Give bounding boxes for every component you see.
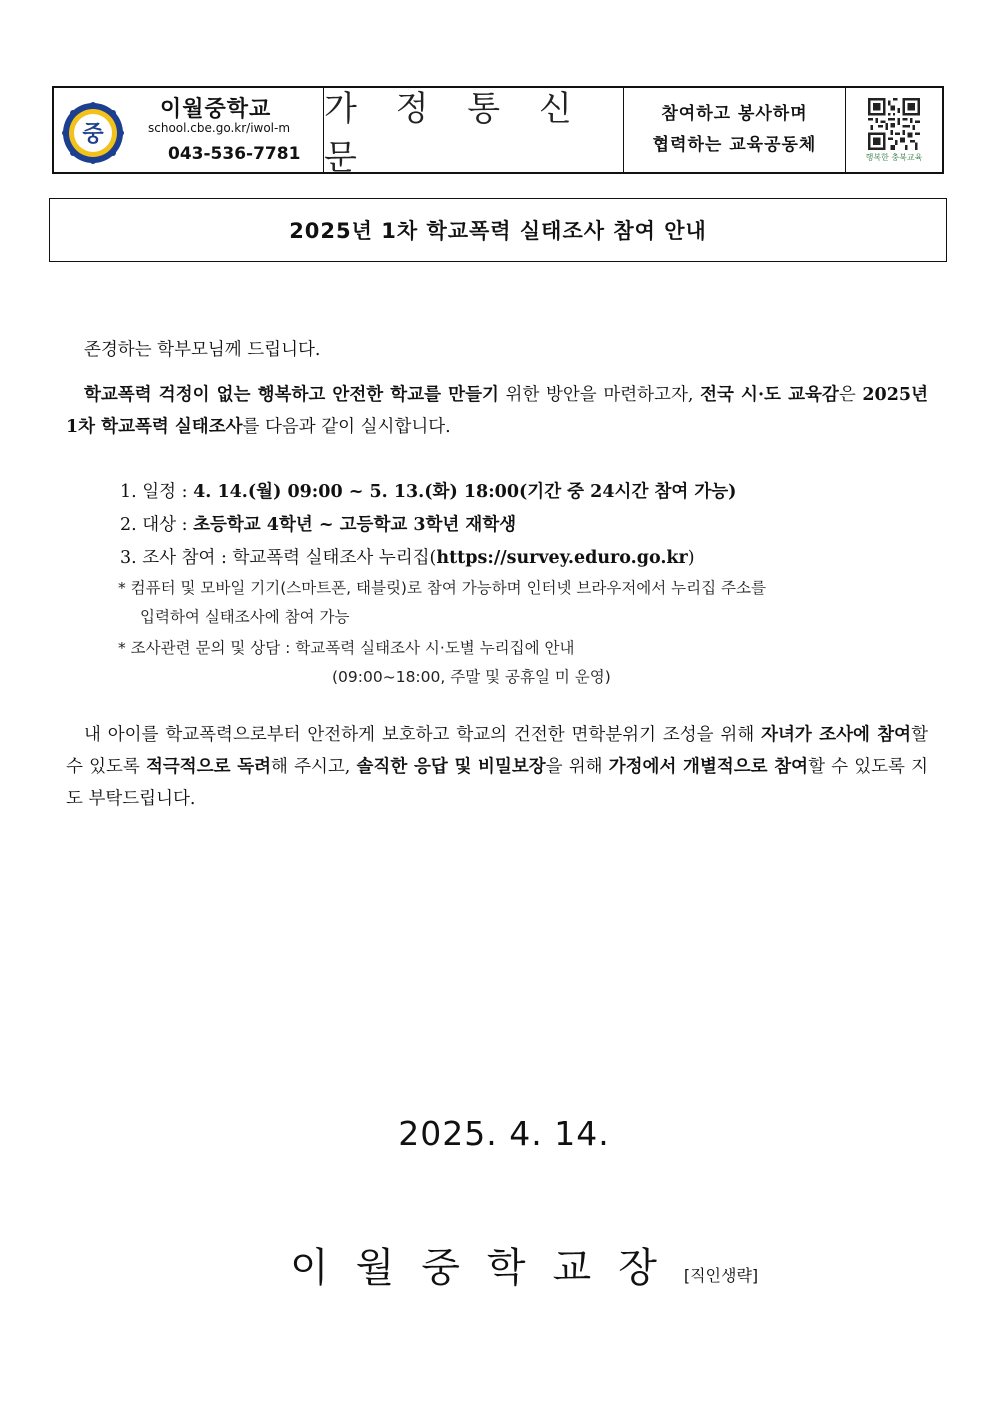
list-item-target	[120, 509, 736, 542]
intro-bold-2: 전국 시·도 교육감	[700, 385, 839, 405]
document-title: 2025년 1차 학교폭력 실태조사 참여 안내	[49, 198, 947, 262]
list-value: 4. 14.(월) 09:00 ~ 5. 13.(화) 18:00(기간 중 24시간 참여 가능)	[193, 482, 737, 502]
slogan-line-1: 참여하고 봉사하며	[661, 104, 808, 124]
school-name: 이월중학교	[160, 97, 272, 122]
note-1-line-1: * 컴퓨터 및 모바일 기기(스마트폰, 태블릿)로 참여 가능하며 인터넷 브라우저에서 누리집 주소를	[118, 579, 766, 597]
qr-caption: 행복한 충북교육	[865, 152, 923, 162]
greeting: 존경하는 학부모님께 드립니다.	[84, 340, 321, 360]
list-value: 초등학교 4학년 ~ 고등학교 3학년 재학생	[193, 515, 517, 535]
intro-bold-3: 2025년 1차 학교폭력 실태조사	[66, 385, 928, 437]
request-bold-1: 자녀가 조사에 참여	[761, 725, 912, 745]
survey-url-link[interactable]: https://survey.eduro.go.kr	[436, 548, 688, 568]
signature-text: 이월중학교장	[290, 1245, 684, 1291]
request-text-1: 내 아이를 학교폭력으로부터 안전하게 보호하고 학교의 건전한 면학분위기 조성을 위해	[84, 725, 762, 745]
qr-cell	[846, 88, 942, 172]
issue-date: 2025. 4. 14.	[398, 1114, 610, 1153]
request-bold-4: 가정에서 개별적으로 참여	[608, 757, 809, 777]
qr-code-icon[interactable]	[868, 98, 920, 150]
request-text-2: 할 수 있도록	[66, 725, 928, 777]
newsletter-title: 가 정 통 신 문	[324, 89, 586, 178]
newsletter-title-cell	[324, 88, 624, 178]
request-paragraph	[66, 719, 928, 815]
list-label: 2. 대상 :	[120, 515, 194, 535]
request-text-3: 해 주시고,	[271, 757, 357, 777]
note-2-line-2: (09:00~18:00, 주말 및 공휴일 미 운영)	[332, 668, 611, 686]
list-suffix: )	[687, 548, 695, 568]
intro-paragraph	[66, 379, 928, 443]
request-bold-2: 적극적으로 독려	[145, 757, 271, 777]
list-item-schedule	[120, 476, 736, 509]
list-label: 3. 조사 참여 : 학교폭력 실태조사 누리집(	[120, 548, 437, 568]
request-text-4: 을 위해	[545, 757, 609, 777]
intro-text-2: 은	[838, 385, 863, 405]
intro-text-1: 위한 방안을 마련하고자,	[498, 385, 701, 405]
intro-text-3: 를 다음과 같이 실시합니다.	[242, 417, 451, 437]
list-label: 1. 일정 :	[120, 482, 194, 502]
slogan-line-2: 협력하는 교육공동체	[652, 135, 817, 155]
intro-bold-1: 학교폭력 걱정이 없는 행복하고 안전한 학교를 만들기	[84, 385, 499, 405]
request-bold-3: 솔직한 응답 및 비밀보장	[356, 757, 546, 777]
info-list	[120, 476, 736, 575]
slogan-cell	[624, 88, 846, 172]
school-info	[54, 88, 324, 172]
request-text-5: 할 수 있도록 지도 부탁드립니다.	[66, 757, 929, 809]
emblem-glyph: 중	[82, 122, 104, 147]
seal-note: [직인생략]	[683, 1266, 759, 1285]
school-phone: 043-536-7781	[168, 144, 301, 164]
letterhead	[52, 86, 944, 178]
school-emblem-icon	[62, 102, 124, 164]
school-url[interactable]: school.cbe.go.kr/iwol-m	[148, 121, 291, 135]
note-1-line-2: 입력하여 실태조사에 참여 가능	[140, 608, 350, 626]
note-2-line-1: * 조사관련 문의 및 상담 : 학교폭력 실태조사 시·도별 누리집에 안내	[118, 639, 575, 657]
principal-signature	[290, 1236, 758, 1293]
list-item-participation	[120, 542, 736, 575]
